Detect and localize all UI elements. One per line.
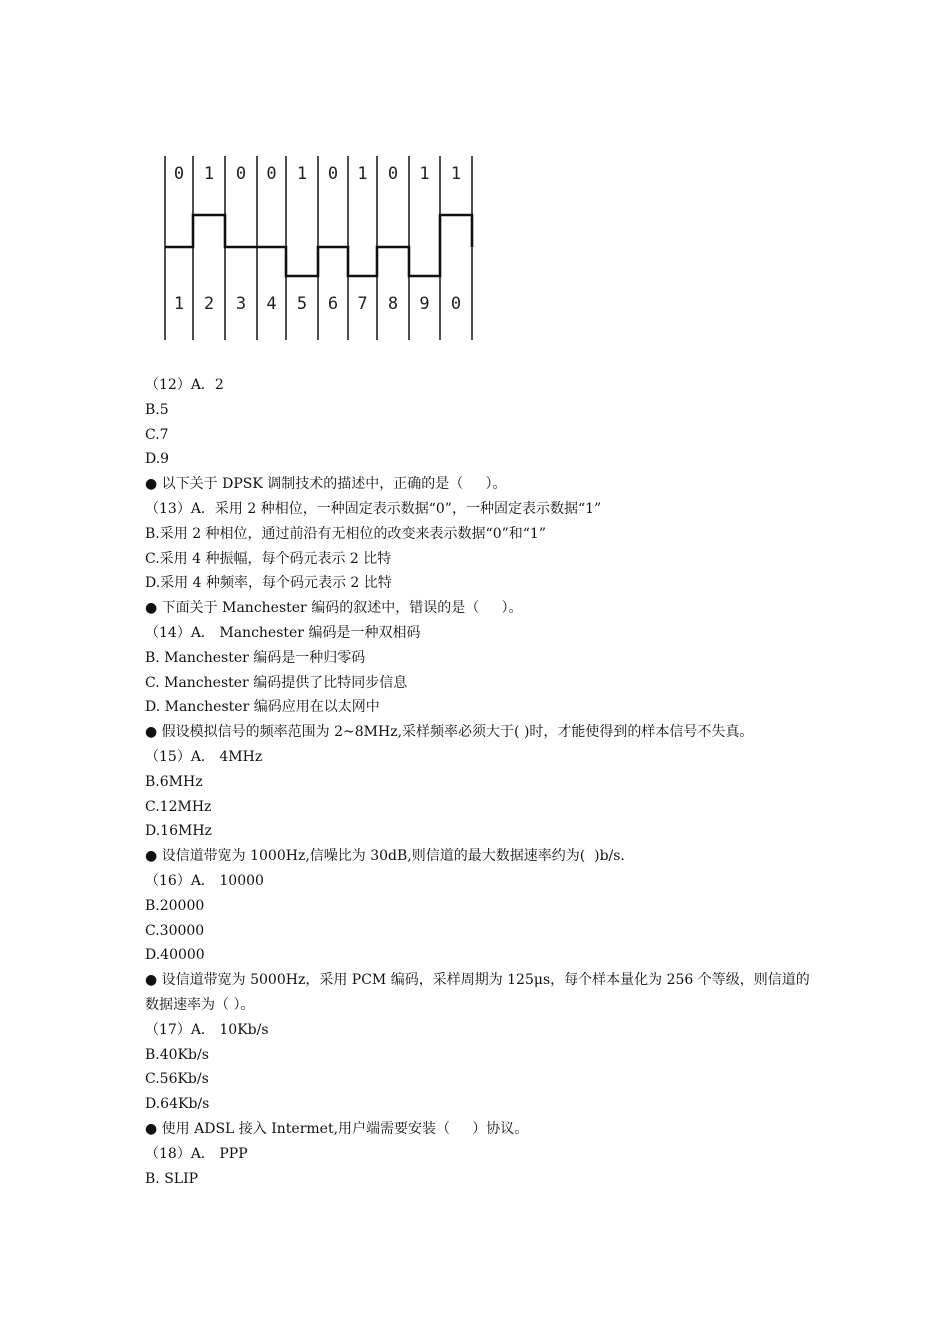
bottom-digit-label: 0 <box>450 294 462 314</box>
option-15a: （15）A． 4MHz <box>145 748 263 765</box>
top-digit-label: 0 <box>266 164 277 184</box>
option-14a: （14）A． Manchester 编码是一种双相码 <box>145 624 421 641</box>
top-digit-label: 0 <box>235 164 247 184</box>
option-13c: C.采用 4 种振幅，每个码元表示 2 比特 <box>145 550 392 567</box>
option-16a: （16）A． 10000 <box>145 872 264 889</box>
bottom-digit-label: 7 <box>357 294 368 314</box>
option-15c: C.12MHz <box>145 798 212 815</box>
option-17a: （17）A． 10Kb/s <box>145 1021 269 1038</box>
option-13b: B.采用 2 种相位，通过前沿有无相位的改变来表示数据“0”和“1” <box>145 525 546 542</box>
option-12d: D.9 <box>145 451 170 468</box>
top-digit-label: 0 <box>327 164 339 184</box>
option-15d: D.16MHz <box>145 823 212 840</box>
top-digit-label: 1 <box>203 164 215 184</box>
question-text <box>145 373 815 1191</box>
option-12b: B.5 <box>145 401 169 418</box>
bottom-digit-label: 1 <box>173 294 185 314</box>
option-14d: D. Manchester 编码应用在以太网中 <box>145 699 380 716</box>
top-digit-label: 1 <box>450 164 462 184</box>
top-digit-label: 1 <box>296 164 308 184</box>
top-digit-label: 0 <box>387 164 399 184</box>
top-digit-label: 1 <box>419 164 430 184</box>
option-15b: B.6MHz <box>145 773 203 790</box>
question-15: ● 假设模拟信号的频率范围为 2~8MHz,采样频率必须大于( )时，才能使得到的样本信号不失真。 <box>145 724 754 741</box>
option-16d: D.40000 <box>145 947 205 964</box>
bottom-digit-label: 9 <box>419 294 430 314</box>
option-12c: C.7 <box>145 426 169 443</box>
bottom-digit-label: 3 <box>235 294 247 314</box>
question-13: ● 以下关于 DPSK 调制技术的描述中，正确的是（ ）。 <box>145 476 507 493</box>
bottom-digit-label: 2 <box>203 294 215 314</box>
option-14c: C. Manchester 编码提供了比特同步信息 <box>145 674 408 691</box>
bottom-digit-label: 6 <box>327 294 339 314</box>
option-14b: B. Manchester 编码是一种归零码 <box>145 649 366 666</box>
option-18a: （18）A． PPP <box>145 1145 248 1162</box>
top-digit-label: 0 <box>173 164 185 184</box>
option-17c: C.56Kb/s <box>145 1071 209 1088</box>
question-16: ● 设信道带宽为 1000Hz,信噪比为 30dB,则信道的最大数据速率约为( )b/s. <box>145 848 625 865</box>
bottom-digit-label: 5 <box>296 294 308 314</box>
question-14: ● 下面关于 Manchester 编码的叙述中，错误的是（ ）。 <box>145 600 523 617</box>
option-13d: D.采用 4 种频率，每个码元表示 2 比特 <box>145 575 392 592</box>
option-16c: C.30000 <box>145 922 205 939</box>
encoding-diagram <box>160 150 480 342</box>
option-16b: B.20000 <box>145 897 205 914</box>
bottom-digit-label: 8 <box>387 294 399 314</box>
question-18: ● 使用 ADSL 接入 Intermet,用户端需要安装（ ）协议。 <box>145 1120 529 1137</box>
option-18b: B. SLIP <box>145 1170 199 1187</box>
option-17d: D.64Kb/s <box>145 1096 210 1113</box>
top-digit-label: 1 <box>357 164 368 184</box>
bottom-digit-label: 4 <box>266 294 277 314</box>
option-13a: （13）A．采用 2 种相位，一种固定表示数据“0”，一种固定表示数据“1” <box>145 500 602 517</box>
encoding-waveform-svg <box>160 150 480 342</box>
question-17: ● 设信道带宽为 5000Hz，采用 PCM 编码，采样周期为 125μs，每个样本量化为 256 个等级，则信道的数据速率为（ ）。 <box>145 972 810 1013</box>
option-12a: （12）A．2 <box>145 377 224 393</box>
option-17b: B.40Kb/s <box>145 1046 209 1063</box>
